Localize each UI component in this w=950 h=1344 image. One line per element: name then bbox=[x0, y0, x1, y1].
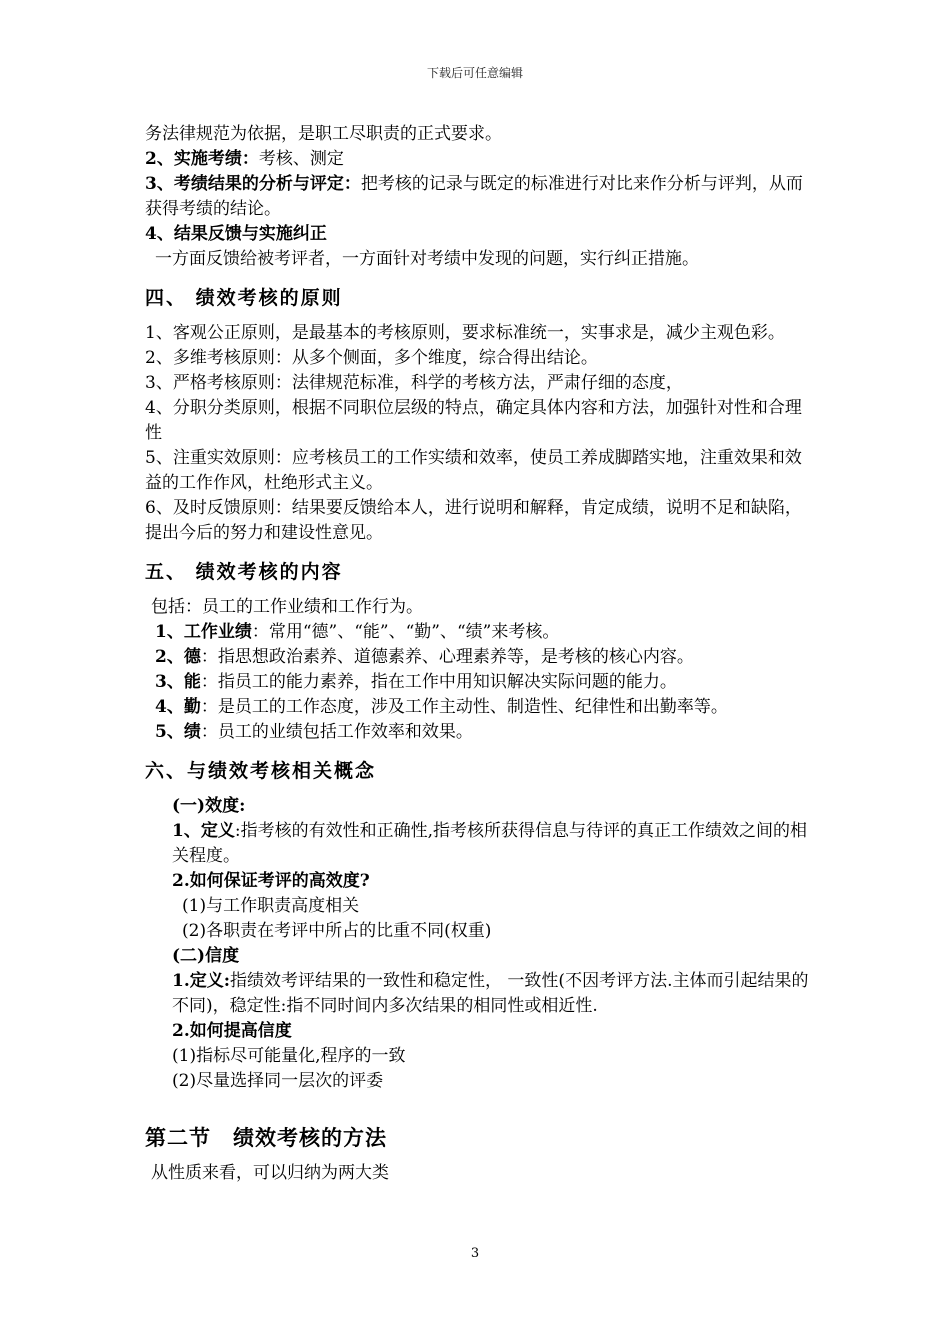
validity-definition-label: 1、定义 bbox=[172, 821, 235, 841]
reliability-title: (二)信度 bbox=[172, 946, 240, 966]
validity-how: 2.如何保证考评的高效度? bbox=[172, 871, 370, 891]
principle-item: 2、多维考核原则：从多个侧面，多个维度，综合得出结论。 bbox=[145, 348, 598, 368]
content-item-text: ：指思想政治素养、道德素养、心理素养等，是考核的核心内容。 bbox=[200, 647, 694, 667]
content-item bbox=[145, 645, 810, 670]
content-item bbox=[145, 695, 810, 720]
principle-item: 4、分职分类原则，根据不同职位层级的特点，确定具体内容和方法，加强针对性和合理性 bbox=[145, 398, 802, 443]
content-intro: 包括：员工的工作业绩和工作行为。 bbox=[151, 597, 423, 617]
content-item bbox=[145, 720, 810, 745]
reliability-definition-text: 指绩效考评结果的一致性和稳定性， 一致性(不因考评方法.主体而引起结果的不同)，稳定性:指不同时间内多次结果的相同性或相近性. bbox=[172, 971, 809, 1016]
content-item bbox=[145, 620, 810, 645]
intro-line-1: 务法律规范为依据，是职工尽职责的正式要求。 bbox=[145, 124, 502, 144]
content-item bbox=[145, 670, 810, 695]
content-item-label: 4、勤 bbox=[155, 697, 201, 717]
principle-item: 3、严格考核原则：法律规范标准，科学的考核方法，严肃仔细的态度， bbox=[145, 373, 683, 393]
reliability-point: (2)尽量选择同一层次的评委 bbox=[172, 1071, 384, 1091]
intro-item-4-text: 一方面反馈给被考评者，一方面针对考绩中发现的问题，实行纠正措施。 bbox=[155, 249, 699, 269]
section-4-heading: 四、 绩效考核的原则 bbox=[145, 287, 343, 309]
intro-item-3-label: 3、考绩结果的分析与评定： bbox=[145, 174, 361, 194]
intro-item-2-label: 2、实施考绩： bbox=[145, 149, 259, 169]
validity-definition-text: :指考核的有效性和正确性,指考核所获得信息与待评的真正工作绩效之间的相关程度。 bbox=[172, 821, 807, 866]
principle-item: 5、注重实效原则：应考核员工的工作实绩和效率，使员工养成脚踏实地，注重效果和效益的工作作风，杜绝形式主义。 bbox=[145, 448, 802, 493]
validity-definition bbox=[172, 819, 810, 869]
page-header: 下载后可任意编辑 bbox=[426, 66, 523, 80]
content-item-label: 2、德 bbox=[155, 647, 201, 667]
validity-point: (2)各职责在考评中所占的比重不同(权重) bbox=[182, 921, 492, 941]
intro-item-2-text: 考核、测定 bbox=[258, 149, 344, 169]
intro-item-3-text: 把考核的记录与既定的标准进行对比来作分析与评判，从而获得考绩的结论。 bbox=[145, 174, 803, 219]
principle-item: 6、及时反馈原则：结果要反馈给本人，进行说明和解释，肯定成绩，说明不足和缺陷，提出今后的努力和建设性意见。 bbox=[145, 498, 802, 543]
page-number: 3 bbox=[470, 1246, 480, 1261]
section-6-body bbox=[145, 794, 810, 1094]
content-item-text: ：员工的业绩包括工作效率和效果。 bbox=[200, 722, 473, 742]
reliability-definition-label: 1.定义: bbox=[172, 971, 231, 991]
principle-item: 1、客观公正原则，是最基本的考核原则，要求标准统一，实事求是，减少主观色彩。 bbox=[145, 323, 785, 343]
intro-item-2 bbox=[145, 147, 810, 172]
content-item-text: ：指员工的能力素养，指在工作中用知识解决实际问题的能力。 bbox=[200, 672, 677, 692]
reliability-point: (1)指标尽可能量化,程序的一致 bbox=[172, 1046, 406, 1066]
section-5-heading: 五、 绩效考核的内容 bbox=[145, 561, 343, 583]
content-item-label: 5、绩 bbox=[155, 722, 201, 742]
content-item-text: ：是员工的工作态度，涉及工作主动性、制造性、纪律性和出勤率等。 bbox=[200, 697, 728, 717]
section-6-heading: 六、与绩效考核相关概念 bbox=[145, 760, 377, 782]
section-two-heading: 第二节 绩效考核的方法 bbox=[145, 1126, 387, 1150]
content-item-label: 3、能 bbox=[155, 672, 201, 692]
validity-title: (一)效度: bbox=[172, 796, 246, 816]
section-two-intro: 从性质来看，可以归纳为两大类 bbox=[151, 1163, 389, 1183]
reliability-how: 2.如何提高信度 bbox=[172, 1021, 292, 1041]
validity-point: (1)与工作职责高度相关 bbox=[182, 896, 360, 916]
intro-item-4-label: 4、结果反馈与实施纠正 bbox=[145, 224, 327, 244]
intro-item-3 bbox=[145, 172, 810, 222]
reliability-definition bbox=[172, 969, 810, 1019]
content-item-label: 1、工作业绩 bbox=[155, 622, 252, 642]
content-item-text: ：常用“德”、“能”、“勤”、“绩”来考核。 bbox=[251, 622, 560, 642]
document-body bbox=[145, 122, 810, 1186]
